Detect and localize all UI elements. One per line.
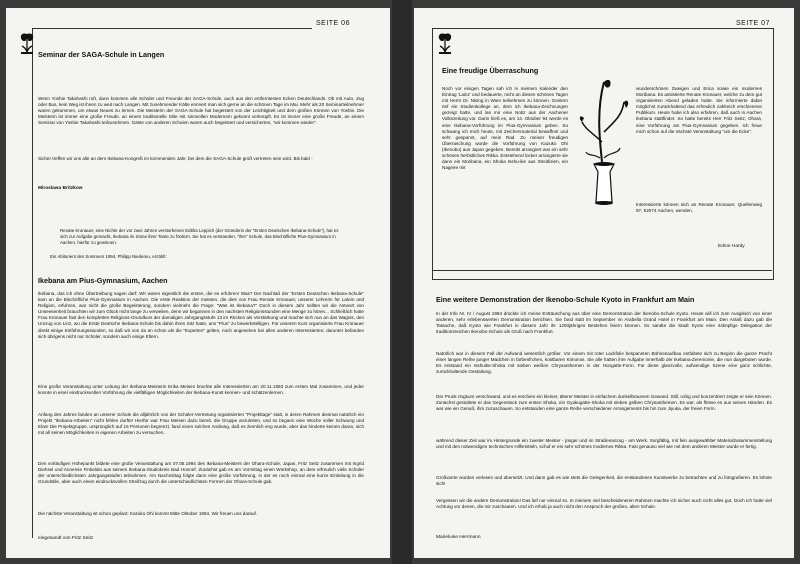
article-column: Noch vor einigen Tagen sah ich in meinem Kalender den Eintrag 'Lainz' und bedauerte, nicht an diesen schönen Tagen mit Herrn Dr. Nising in Wien teilnehmen zu können. Gestern rief ein Studienkollege an, dem ich Ikebana-Zeichnungen gezeigt hatte, und las mir eine Notiz aus der Aachener Volkszeitung vor. Darin hieß es, am 14. Oktober 94 werde es eine Ikebana-Vorführung im Pius-Gymnasium geben. So schwang ich mich heute, mit Zeichenmaterial bewaffnet und sehr gespannt, auf mein Rad. Zu meiner freudigen Überraschung wurde die Vorführung von Kazuko Ohi (Ikenobo) aus Japan gegeben. Bereits arrangiert war ein sehr schönes herbstliches Rikka. Entstehend locker arrangierte sie dann ein Moribana, ein Shoka Isshu-ike aus Streitlizien, ein Nageire mit bbox=[442, 86, 568, 171]
article-column: wunderschönen Zweigen und Erica sowie ein modernes Moribana. Es assistierte Renate Kronauer, welche zu dem gut organisierten Abend geladen hatte. Sie informierte dabei möglichst zurückhaltend das erfreulich zahlreich erschienene Publikum. Heute habe ich also erfahren, daß auch in Aachen Ikebana stattfindet. So hatte bereits Herr Fritz Seitz, Ohara, eine Vorführung am Pius-Gymnasium gegeben. Ich freue mich schon auf die nächste Veranstaltung "um die Ecke". bbox=[636, 86, 762, 134]
author-signature: Edme Hardy bbox=[718, 244, 745, 249]
ikebana-vase-illustration bbox=[574, 72, 634, 222]
article-paragraph: Sicher treffen wir uns alle an dem Ikebana-Kongreß im kommenden Jahr, bei dem die SAGA-Schule groß vertreten sein wird. Bis bald - bbox=[38, 156, 313, 161]
author-signature: Miroslawa Britzkow bbox=[38, 186, 83, 191]
article-paragraph: Wenn Yoshie Takahashi ruft, dann kommen alle Schüler und Freunde der SAGA-Schule, auch aus den entferntesten Ecken Deutschlands. Ob mit Auto, Zug oder Bus, kein Weg ist ihnen zu weit nach Langen. Mit zunehmender Kälte ennnert man sich gerne an die schönen Tage im Mai. Mehr als 20 Seminarteilnehmer waren gekommen, um etwas Neues zu lernen. Die Meisterin der SAGA-Schule hat begeistert von der Leichtigkeit und dem großen Können von Yoshie. Die Meisterin ist immer eine große Freude, an einem traditionelle Stile mit sinnvollen Modernem gekonnt verknüpft. Es ist immer eine große Freude, an einem Seminar von Yoshie Takahashi teilzunehmen. Gäste von anderen Schulen waren auch begeistert und versicherten, "wir kommen wieder". bbox=[38, 96, 364, 126]
article-paragraph: In der Info Nr. IV / August 1994 drückte ich meine Enttäuschung aus über eine Demonstration der Ikenobo-Schule Kyoto. Heute will ich zum Ausgleich von einer anderen, sehr erlebenswerten Demonstration berichten. Sie fand statt im September im Arabella Grand Hotel in Frankfurt am Main. Den Anlaß dazu gab die Tatsache, daß Kyoto wie Frankfurt in diesem Jahr ihr 1200jähriges Bestehen feiern können. So sandte die Stadt Kyoto eine 44köpfige Delegation der traditionsreichen Ikenobo-Schule als Gruß nach Frankfurt. bbox=[436, 311, 772, 335]
article-paragraph: Eine große Veranstaltung unter Leitung der Ikebana-Meisterin Erika Meisen brachte alle Interessierten am 20.11.1993 zum ersten Mal zusammen, und jeder konnte in einer eindrucksvollen Vorführung die vielfältigen Möglichkeiten der Ikebana-Kunst kennen- und schätzenlernen. bbox=[38, 384, 364, 396]
left-page bbox=[6, 8, 390, 558]
ikebana-logo-icon bbox=[16, 30, 38, 56]
article-paragraph: Vergessen wir die andere Demonstration! Das lief nur einmal so. In meinem viel bescheideneren Rahmen machte ich sicher auch nicht alles gut. Doch ich hatte viel Achtung vor denen, die mir zuschauten. Und ich erhob ja auch nicht den Anspruch der großen, alten Schule. bbox=[436, 498, 772, 510]
article-paragraph: während dieser Zeit war im Hintergrunde ein zweiter Meister - jünger und im Straßenanzug - am Werk. Sorgfältig, mit fein ausgewählter Materialzusammenstellung und mit den notwendigen technischen Hilfsmitteln, schuf er ein sehr schönes modernes Rikka. Fast genauso viel wie mit dem anderen Meister wurde er fertig. bbox=[436, 438, 772, 450]
article-title: Ikebana am Pius-Gymnasium, Aachen bbox=[38, 276, 168, 285]
page-number: SEITE 06 bbox=[316, 20, 350, 27]
page-number: SEITE 07 bbox=[736, 20, 770, 27]
article-paragraph: Der Prunk ringsum verschwand, und es erschien ein kleiner, älterer Meister in einfachem dunkelbraunem Gewand. Still, ruhig und konzentriert zeigte er sein Können. Zunächst gestaltete er das Gegenstück zum ersten Shoka, ein Gyakugatte-Shoka mit sieben gelben Chrysanthemen. Es war, als flösse es aus seinen Händen. Es war wie ein Genuß, ihm zuzuschauen. So entstanden eine ganze Reihe verschiedener Arrangements bis hin zum Jiyuka, der freien Form. bbox=[436, 394, 772, 412]
right-page bbox=[414, 8, 794, 558]
article-title: Eine freudige Überraschung bbox=[442, 66, 539, 75]
article-title: Seminar der SAGA-Schule in Langen bbox=[38, 50, 165, 59]
article-paragraph: Anfang des Jahres fanden an unserer Schule die alljährlich von der Schüler-Vertretung organisierten "Projekttage" statt, in deren Rahmen diesmal natürlich ein Projekt "Ikebana-Arbeiten" nicht fehlen durfte! Hierfür war Frau Meisen dazu bereit, die Gruppe anzuleiten, und so begann eine Woche voller Schwung und Elan! Die Projektgruppe, ursprünglich auf 15 Personen begrenzt, fand einen solchen Andrang, daß es ziemlich eng wurde, aber das hinderte keinen daran, sich mit all seinen Möglichkeiten in eigenen Arbeiten zu versuchen. bbox=[38, 412, 364, 436]
article-paragraph: Natürlich war in diesem Fall der Aufwand wesentlich größer. Vor einem mit roter Lackfolie bespannten Bühnenaufbau entfaltete sich zu Beginn die ganze Pracht einer langen Reihe junger Mädchen in farbenfrohen, kostbaren Kimonos. Sie alle hatten ihre Aufgabe innerhalb der Ikebana-Zeremonie, die nun dargeboten wurde. Es entstand ein Isshuike-Shoka mit sieben weißen Chrysanthemen in der Hongatte-Form. Für diese glanzvolle, aufwendige Szene eine ganz schlichte, zurückhaltende Gestaltung. bbox=[436, 351, 772, 375]
intro-note: Ein Abiturient des Sommers 1994, Philipp Niedereu, erzählt: bbox=[50, 254, 167, 259]
author-signature: Marieluise Herrmann bbox=[436, 535, 481, 540]
article-paragraph: Den vorläufigen Höhepunkt bildete eine große Veranstaltung am 07.05.1994 des Ikebana-Meisters der Ohara-Schule, Japan, Fritz Seitz zusammen mit Ingrid Diehsel und Annemie Finkeldei aus seinem Ikebana-Studiokreis Bad Honnef. Zunächst gab es am Vormittag einen Workshop, an dem erfreulich viele Schüler der unterschiedlichsten Jahrgangsstufen teilnahmen. Am Nachmittag folgte dann eine große Vorführung, in der es noch einmal eine kurze Einleitung in die Grundstile, aber auch einen eindrucksvollen Streifzug durch die unterschiedlichsten Formen der Ohara-Schule gab. bbox=[38, 461, 364, 485]
article-paragraph: Ikebana, das ich ohne Übertreibung sagen darf: Wir waren eigentlich die ersten, die es erfuhren! Was? Der Nachlaß der "Ersten Deutschen Ikebana-Schule" kam an die Bischöfliche Pius-Gymnasium in Aachen. Die erste Reaktion der meisten, die dies von Frau Renate Kronauer, unserer Lehrerin für Latein und Religion, erfuhren, war nicht die große Begeisterung, sondern vielmehr die Frage: "Was ist Ikebana?" Doch in diesem Jahr sollten wir die Antwort von Unseesenheit brauchten wir zum Glück nicht lange zu verweilen, denn wir begannen in den nachsten Religionsstunden eine Menge zu hören... Schließlich hatte Frau Kronauer fast den kompletten Religions-Grundkurs der damaligen Jahrgangsstufe 13 im Rücken als Verstärkung und machte sich nun an das Wagnis, den Umzug von Linz, wo die Erste Deutsche Ikebana-Schule bis dahin ihren Sitz hatte, ans "Pius" zu bewerkstelligen. Für unseren Kurs organisierte Frau Kronauer direkt einige Einführungsstunden, so daß wir von da an schon als die "Experten" gelten, noch angesehen bei allen anderen Interessierten; darunter befanden sich übrigens nicht nur Schüler, sondern auch einige Eltern. bbox=[38, 291, 364, 339]
margin-line bbox=[32, 28, 33, 538]
article-paragraph: Großworte wurden verlesen und übersetzt. Und dann gab es wie stets die Gelegenheit, die entstandenen Kunstwerke zu betrachten und zu fotografieren. Es lohnte sich! bbox=[436, 475, 772, 487]
ikebana-logo-icon bbox=[434, 30, 456, 56]
section-rule bbox=[432, 270, 772, 271]
article-paragraph: Die nächste Veranstaltung ist schon geplant: Kazuko Ohi kommt Mitte Oktober 1994. Wir freuen uns darauf. bbox=[38, 511, 258, 516]
author-signature: eingesandt von Fritz Seitz bbox=[38, 536, 94, 541]
article-column: Interessierte können sich an Renate Kronauer, Quellenweg 97, 52074 Aachen, wenden. bbox=[636, 202, 762, 214]
article-title: Eine weitere Demonstration der Ikenobo-Schule Kyoto in Frankfurt am Main bbox=[436, 295, 695, 304]
intro-note: Renate Kronauer, eine Nichte der vor zwei Jahren verstorbenen Editha Leppich (der Gründerin der "Ersten Deutschen Ikebana-Schule"), hat es sich zur Aufgabe gemacht, Ikebana im Sinne ihrer Tante zu fördern. Sie hat es verstanden, "ihre" Schule, das Bischöfliche Pius-Gymnasium in Aachen, hierfür zu gewinnen. bbox=[60, 228, 339, 245]
page-gutter bbox=[392, 0, 412, 564]
header-rule bbox=[32, 28, 312, 29]
